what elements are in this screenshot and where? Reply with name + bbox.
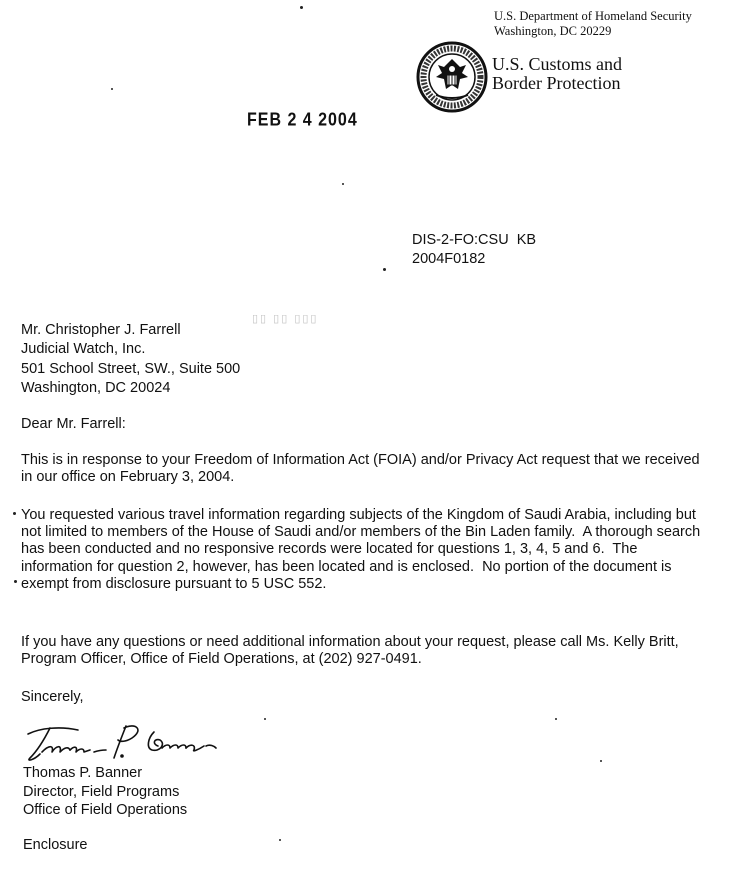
recipient-city: Washington, DC 20024 — [21, 379, 171, 396]
scan-speck — [555, 718, 557, 720]
agency-line-1: U.S. Customs and — [492, 54, 623, 74]
recipient-organization: Judicial Watch, Inc. — [21, 341, 146, 358]
scan-speck — [279, 839, 281, 841]
scan-speck — [383, 268, 386, 271]
scan-speck — [264, 718, 266, 720]
scan-speck — [342, 183, 344, 185]
reference-block — [412, 231, 536, 269]
letterhead-department — [494, 9, 692, 39]
signer-name: Thomas P. Banner — [23, 765, 143, 781]
closing: Sincerely, — [21, 689, 84, 705]
scan-speck — [300, 6, 303, 9]
date-stamp: FEB 2 4 2004 — [247, 110, 358, 131]
scan-speck — [600, 760, 602, 762]
scan-speck — [111, 88, 113, 90]
handwritten-signature — [20, 716, 220, 768]
body-paragraph-2: You requested various travel information regarding subjects of the Kingdom of Saudi Arabia, including but not limited to members of the House of Saudi and/or members of the Bin Laden family. A thorough search has been conducted and no responsive records were located for questions 1, 3, 4, 5 and 6. The information for question 2, however, has been located and is enclosed. No portion of the document is exempt from disclosure pursuant to 5 USC 552. — [21, 507, 705, 592]
scan-speck — [13, 512, 16, 515]
faint-stamp-mark: ▯▯ ▯▯ ▯▯▯ — [252, 313, 319, 325]
recipient-name: Mr. Christopher J. Farrell — [21, 322, 181, 338]
recipient-address — [21, 321, 240, 398]
department-name: U.S. Department of Homeland Security — [494, 9, 692, 23]
case-number: 2004F0182 — [412, 251, 486, 267]
agency-line-2: Border Protection — [492, 73, 621, 93]
body-paragraph-1: This is in response to your Freedom of Information Act (FOIA) and/or Privacy Act request that we received in our office on February 3, 2004. — [21, 452, 700, 486]
signer-block — [23, 764, 187, 820]
body-paragraph-3: If you have any questions or need additional information about your request, please call Ms. Kelly Britt, Program Officer, Office of Field Operations, at (202) 927-0491. — [21, 634, 679, 668]
salutation: Dear Mr. Farrell: — [21, 416, 126, 432]
signer-office: Office of Field Operations — [23, 802, 188, 819]
recipient-street: 501 School Street, SW., Suite 500 — [21, 360, 241, 377]
letterhead-agency — [492, 55, 622, 93]
reference-code: DIS-2-FO:CSU KB — [412, 232, 537, 248]
enclosure-note: Enclosure — [23, 837, 88, 853]
department-address: Washington, DC 20229 — [494, 24, 612, 38]
scan-speck — [14, 580, 17, 583]
dhs-seal-icon — [416, 41, 488, 113]
signer-title: Director, Field Programs — [23, 783, 180, 800]
